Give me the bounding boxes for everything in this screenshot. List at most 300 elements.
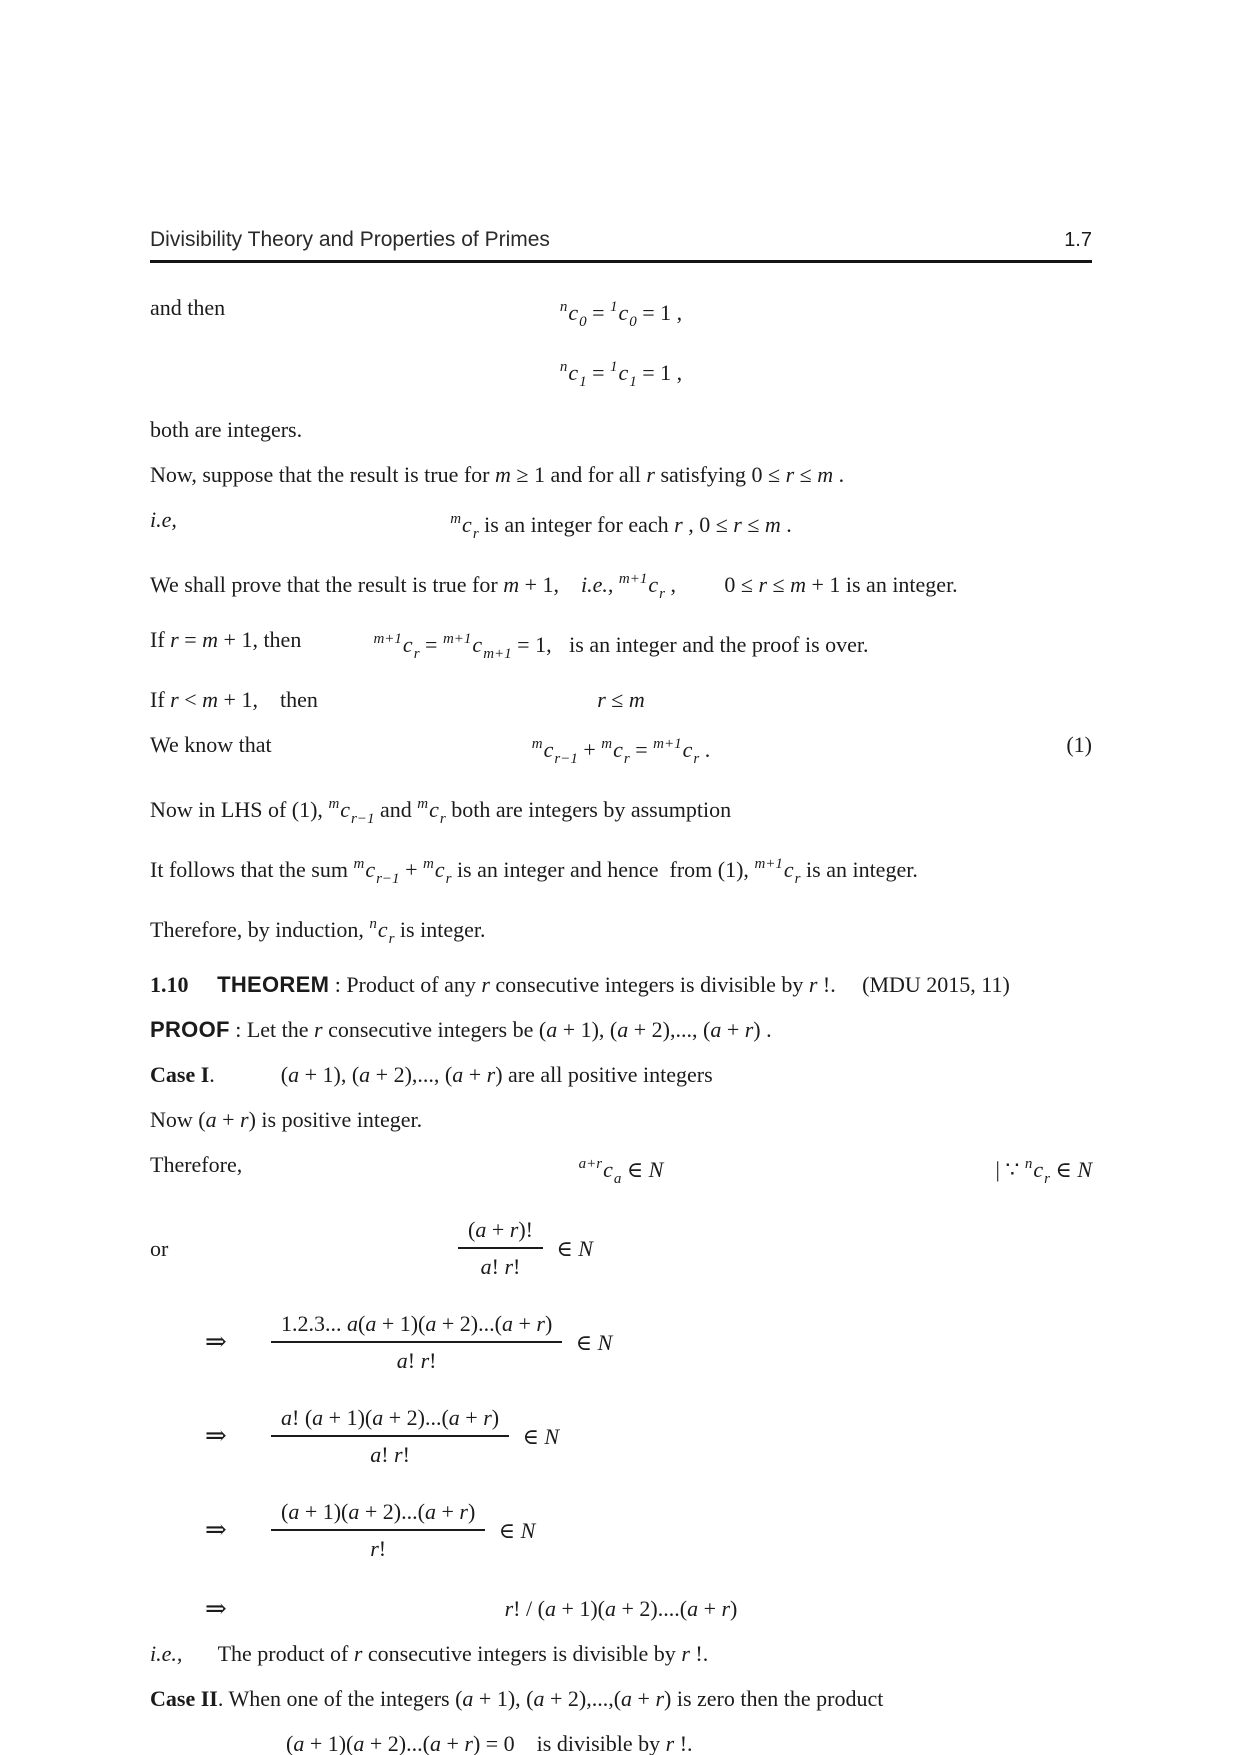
text-run: ⇒: [205, 1594, 227, 1623]
text-run: 1.10: [150, 972, 189, 997]
text-run: r: [509, 1217, 519, 1242]
text-run: ): [730, 1596, 738, 1621]
text-run: m: [328, 796, 340, 812]
text-run: m+1: [483, 646, 512, 662]
text-run: r: [353, 1641, 363, 1666]
text-run: and then: [150, 295, 226, 320]
c1-identity: [150, 353, 1092, 397]
text-run: ⇒: [205, 1327, 227, 1357]
line-label: [150, 1150, 242, 1179]
text-run: + 1)(: [299, 1499, 349, 1524]
text-run: = 1 ,: [636, 300, 683, 325]
induction-hypothesis: [150, 460, 1092, 489]
text-run: + 2)...(: [364, 1731, 430, 1755]
text-run: a: [293, 1731, 305, 1755]
text-run: (1): [1066, 732, 1092, 757]
ie-hypothesis: [150, 505, 1092, 549]
text-run: +: [216, 1107, 241, 1132]
text-run: !.: [817, 972, 836, 997]
text-run: r: [623, 751, 630, 767]
text-run: +: [721, 1017, 745, 1042]
line-formula: [271, 1405, 560, 1467]
step-divides: [150, 1594, 1092, 1623]
text-run: +: [440, 1731, 465, 1755]
text-run: c: [613, 737, 623, 762]
text-run: +: [698, 1596, 722, 1621]
text-run: Case II: [150, 1686, 218, 1711]
text-run: r: [504, 1254, 514, 1279]
text-run: ) = 0: [472, 1731, 515, 1755]
text-run: ∈: [570, 1330, 598, 1356]
text-run: !: [407, 1348, 421, 1373]
text-run: Case I: [150, 1062, 210, 1087]
text-run: ≤: [741, 512, 765, 537]
text-run: r: [665, 1731, 675, 1755]
line-text: [150, 571, 958, 602]
line-label: [205, 1421, 271, 1451]
text-run: n: [559, 359, 568, 375]
text-run: r: [733, 512, 742, 537]
text-run: a: [710, 1017, 722, 1042]
text-run: m: [202, 687, 219, 712]
pascal-identity: [150, 730, 1092, 774]
text-run: .: [833, 462, 845, 487]
text-run: Therefore, by induction,: [150, 917, 370, 942]
line-label: [205, 1594, 227, 1624]
text-run: ≤: [767, 572, 791, 597]
lhs-integers: [150, 790, 1092, 834]
text-run: + 2)...(: [359, 1499, 425, 1524]
text-run: + 1), (: [299, 1062, 360, 1087]
text-run: m+1: [442, 631, 472, 647]
text-run: 1: [610, 299, 618, 315]
text-run: a: [501, 1311, 513, 1336]
text-run: +: [632, 1686, 656, 1711]
therefore-combination: [150, 1150, 1092, 1194]
line-text: [150, 796, 732, 827]
text-run: ): [544, 1311, 553, 1336]
text-run: +: [435, 1499, 460, 1524]
text-run: c: [472, 632, 483, 657]
text-run: +: [399, 857, 423, 882]
text-run: ∈: [517, 1424, 545, 1450]
line-formula: [271, 1311, 613, 1373]
text-run: r: [721, 1596, 731, 1621]
fraction-numerator: [271, 1497, 485, 1531]
text-run: is divisible by: [536, 1731, 666, 1755]
text-run: +: [512, 1311, 537, 1336]
text-run: m: [628, 687, 645, 712]
text-run: r: [170, 627, 179, 652]
text-run: !.: [674, 1731, 693, 1755]
text-run: N: [1077, 1157, 1092, 1182]
text-run: + 2),...,(: [544, 1686, 622, 1711]
text-run: a: [687, 1596, 699, 1621]
text-run: m+1: [653, 736, 682, 752]
text-run: .: [209, 1062, 215, 1087]
fraction: [271, 1497, 485, 1563]
text-run: a: [425, 1311, 437, 1336]
text-run: i.e.,: [150, 1641, 183, 1666]
text-run: It follows that the sum: [150, 857, 354, 882]
text-run: + 1), (: [557, 1017, 618, 1042]
text-run: r: [597, 687, 606, 712]
text-run: a: [613, 1171, 622, 1187]
text-run: and: [374, 797, 418, 822]
text-run: i.e.,: [581, 572, 614, 597]
text-run: ⇒: [205, 1515, 227, 1545]
text-run: =: [178, 627, 203, 652]
text-run: c: [568, 360, 579, 385]
line-formula: [271, 1499, 536, 1561]
text-run: a: [281, 1405, 292, 1430]
running-head: Divisibility Theory and Properties of Primes: [150, 228, 550, 251]
text-run: r−1: [376, 871, 400, 887]
or-fraction: [150, 1218, 1092, 1284]
text-run: + 2),..., (: [370, 1062, 453, 1087]
line-formula: [458, 1217, 593, 1279]
sum-integer: [150, 850, 1092, 894]
page-header: [150, 228, 1092, 263]
text-run: PROOF: [150, 1017, 230, 1042]
text-run: N: [597, 1330, 613, 1356]
text-run: is integer.: [394, 917, 486, 942]
text-run: is an integer and hence: [451, 857, 659, 882]
text-run: a: [396, 1348, 408, 1373]
line-label: [150, 1234, 458, 1263]
now-positive: [150, 1105, 1092, 1134]
case-1: [150, 1060, 1092, 1089]
text-run: ) .: [753, 1017, 772, 1042]
text-run: a: [480, 1254, 492, 1279]
text-run: r: [681, 1641, 690, 1666]
text-run: r: [794, 871, 801, 887]
text-run: =: [419, 632, 443, 657]
text-run: r: [420, 1348, 430, 1373]
proof-intro: [150, 1015, 1092, 1044]
text-run: a: [288, 1499, 300, 1524]
text-run: is an integer.: [800, 857, 918, 882]
text-run: Now, suppose that the result is true for: [150, 462, 496, 487]
text-run: r: [394, 1442, 403, 1467]
text-run: a: [605, 1596, 616, 1621]
text-run: c: [365, 857, 376, 882]
line-label: [150, 685, 318, 714]
text-run: ,: [664, 572, 676, 597]
line-text: [150, 1641, 708, 1666]
line-text: [150, 417, 302, 442]
and-then: [150, 293, 1092, 337]
text-run: r: [744, 1017, 754, 1042]
text-run: m: [764, 512, 781, 537]
text-run: r: [314, 1017, 323, 1042]
text-run: m+1: [373, 631, 402, 647]
line-formula: [150, 353, 1092, 397]
text-run: m: [531, 736, 543, 752]
text-run: from (1),: [669, 857, 755, 882]
text-run: 0: [579, 314, 587, 330]
text-run: c: [434, 857, 445, 882]
text-run: + 1,: [519, 572, 559, 597]
fraction-denominator: [271, 1343, 562, 1375]
text-run: consecutive integers is divisible by: [489, 972, 809, 997]
fraction-denominator: [271, 1437, 509, 1469]
text-run: !: [381, 1442, 395, 1467]
text-run: n: [369, 916, 377, 932]
step-cancel: [150, 1500, 1092, 1566]
line-label: [205, 1515, 271, 1545]
text-run: c: [618, 300, 629, 325]
line-formula: [150, 505, 1092, 549]
text-run: = 1,: [511, 632, 552, 657]
text-run: a: [475, 1217, 487, 1242]
text-run: N: [520, 1518, 536, 1544]
text-run: + 1)(: [376, 1311, 426, 1336]
prove-statement: [150, 565, 1092, 609]
text-run: r: [464, 1731, 473, 1755]
text-run: a: [370, 1442, 382, 1467]
text-run: r: [370, 1536, 379, 1561]
text-run: =: [586, 300, 610, 325]
text-run: consecutive integers is divisible by: [362, 1641, 682, 1666]
text-run: If: [150, 627, 171, 652]
text-run: r: [483, 1405, 492, 1430]
text-run: a: [533, 1686, 545, 1711]
line-label: [150, 730, 272, 759]
text-run: a: [348, 1499, 360, 1524]
page-number: 1.7: [1064, 229, 1092, 251]
text-run: a: [544, 1596, 556, 1621]
text-run: a: [452, 1062, 464, 1087]
text-run: : Product of any: [329, 972, 482, 997]
text-run: r: [413, 646, 420, 662]
text-run: n: [1024, 1156, 1033, 1172]
text-run: =: [629, 737, 654, 762]
text-run: + 2)....(: [616, 1596, 688, 1621]
text-run: Now in LHS of (1),: [150, 797, 329, 822]
line-text: [150, 1107, 422, 1132]
text-run: =: [586, 360, 610, 385]
text-run: ∈: [550, 1236, 579, 1262]
text-run: : Let the: [229, 1017, 315, 1042]
text-run: Now (: [150, 1107, 206, 1132]
text-run: +: [577, 737, 602, 762]
text-run: a: [353, 1731, 365, 1755]
text-run: m: [450, 511, 462, 527]
text-run: i.e,: [150, 507, 177, 532]
text-run: r: [504, 1596, 514, 1621]
text-run: m: [353, 856, 365, 872]
text-run: r: [439, 811, 446, 827]
step-expand: [150, 1312, 1092, 1378]
text-run: ⇒: [205, 1421, 227, 1451]
text-run: + 1,: [218, 687, 258, 712]
text-run: .: [780, 512, 792, 537]
text-run: We know that: [150, 732, 272, 757]
text-run: r: [1044, 1171, 1051, 1187]
text-run: + 1), (: [473, 1686, 534, 1711]
text-run: <: [178, 687, 203, 712]
line-right: [996, 1150, 1093, 1194]
text-run: +: [486, 1217, 510, 1242]
text-run: 1: [629, 374, 637, 390]
text-run: m+1: [754, 856, 783, 872]
case-2: [150, 1684, 1092, 1713]
text-run: a: [312, 1405, 324, 1430]
text-run: m: [422, 856, 434, 872]
text-run: ≥ 1 and for all: [510, 462, 647, 487]
text-run: Therefore,: [150, 1152, 243, 1177]
text-run: + 2)...(: [436, 1311, 502, 1336]
text-run: !: [513, 1254, 521, 1279]
line-label: [150, 625, 301, 654]
text-run: + 1, then: [218, 627, 302, 652]
text-run: c: [402, 632, 413, 657]
line-text: [150, 1062, 713, 1087]
text-run: + 1)(: [555, 1596, 605, 1621]
text-run: !: [491, 1254, 505, 1279]
text-run: satisfying 0 ≤: [654, 462, 786, 487]
text-run: r: [785, 462, 795, 487]
text-run: +: [463, 1062, 487, 1087]
line-formula: [150, 1150, 1092, 1194]
text-run: , 0 ≤: [682, 512, 734, 537]
text-run: | ∵: [995, 1157, 1025, 1182]
text-run: 0: [629, 314, 637, 330]
text-run: c: [568, 300, 579, 325]
text-run: a: [424, 1499, 436, 1524]
text-run: r: [659, 586, 665, 602]
text-run: m: [417, 796, 429, 812]
text-run: +: [459, 1405, 484, 1430]
text-run: (: [286, 1731, 294, 1755]
theorem-1-10: [150, 970, 1092, 999]
fraction: [458, 1215, 543, 1281]
text-run: a: [365, 1311, 377, 1336]
text-run: r: [388, 931, 395, 947]
text-run: a: [546, 1017, 558, 1042]
text-run: r: [459, 1499, 468, 1524]
text-run: m+1: [618, 571, 648, 587]
text-run: a+r: [578, 1156, 603, 1172]
line-text: [150, 1017, 772, 1042]
text-run: a: [621, 1686, 633, 1711]
text-run: m: [495, 462, 511, 487]
text-run: r: [808, 972, 818, 997]
text-run: N: [648, 1157, 664, 1182]
text-run: If: [150, 687, 171, 712]
fraction-denominator: [458, 1249, 543, 1281]
text-run: a: [359, 1062, 371, 1087]
text-run: r: [170, 687, 179, 712]
text-run: + 2),..., (: [628, 1017, 711, 1042]
text-run: c: [783, 857, 794, 882]
text-run: m: [790, 572, 806, 597]
text-run: )!: [518, 1217, 533, 1242]
fraction-denominator: [271, 1531, 485, 1563]
text-run: (MDU 2015, 11): [862, 972, 1010, 997]
text-run: c: [682, 737, 693, 762]
text-run: a: [462, 1686, 474, 1711]
line-right: [1066, 730, 1092, 759]
text-run: a: [617, 1017, 629, 1042]
text-run: r: [646, 462, 655, 487]
text-run: m: [601, 736, 613, 752]
line-formula: [150, 1594, 1092, 1623]
text-run: then: [279, 687, 318, 712]
text-run: m: [817, 462, 834, 487]
line-text: [150, 462, 844, 487]
line-text: [150, 856, 918, 887]
line-label: [150, 505, 177, 534]
text-run: r: [486, 1062, 496, 1087]
text-run: r: [240, 1107, 249, 1132]
case-r-equals: [150, 625, 1092, 669]
line-text: [286, 1731, 693, 1755]
fraction: [271, 1309, 562, 1375]
text-run: both are integers by assumption: [445, 797, 732, 822]
text-run: ≤: [605, 687, 629, 712]
line-label: [205, 1327, 271, 1357]
case-2-product: [150, 1729, 1092, 1755]
both-integers: [150, 415, 1092, 444]
text-run: 1: [579, 374, 587, 390]
text-run: c: [603, 1157, 613, 1182]
fraction: [271, 1403, 509, 1469]
text-run: ≤: [794, 462, 818, 487]
text-run: ∈: [493, 1518, 521, 1544]
text-run: r−1: [351, 811, 375, 827]
text-run: 0 ≤: [724, 572, 759, 597]
step-group: [150, 1406, 1092, 1472]
text-run: N: [578, 1236, 593, 1262]
text-run: 1: [610, 359, 618, 375]
text-run: r: [445, 871, 452, 887]
fraction-numerator: [271, 1403, 509, 1437]
text-run: a: [372, 1405, 384, 1430]
induction-conclusion: [150, 910, 1092, 954]
text-run: c: [340, 797, 351, 822]
text-run: ! / (: [513, 1596, 545, 1621]
text-run: a: [448, 1405, 460, 1430]
text-run: (: [280, 1062, 289, 1087]
text-run: (: [468, 1217, 476, 1242]
text-run: r−1: [554, 751, 578, 767]
text-run: r: [472, 526, 479, 542]
fraction-numerator: [271, 1309, 562, 1343]
text-run: 1.2.3...: [281, 1311, 347, 1336]
text-run: both are integers.: [150, 417, 303, 442]
text-run: !: [429, 1348, 437, 1373]
text-run: ! (: [292, 1405, 313, 1430]
text-run: (: [358, 1311, 366, 1336]
text-run: + 1)(: [323, 1405, 373, 1430]
text-run: c: [618, 360, 629, 385]
text-run: !.: [689, 1641, 709, 1666]
text-run: r: [481, 972, 490, 997]
text-run: ): [467, 1499, 476, 1524]
text-run: = 1 ,: [636, 360, 683, 385]
text-run: a: [429, 1731, 441, 1755]
line-label: [150, 293, 225, 322]
line-formula: [150, 730, 1092, 774]
text-run: a: [205, 1107, 217, 1132]
text-run: r: [758, 572, 767, 597]
text-run: We shall prove that the result is true for: [150, 572, 504, 597]
text-run: THEOREM: [217, 972, 330, 997]
text-run: ∈: [1050, 1157, 1078, 1182]
text-run: ) are all positive integers: [495, 1062, 713, 1087]
